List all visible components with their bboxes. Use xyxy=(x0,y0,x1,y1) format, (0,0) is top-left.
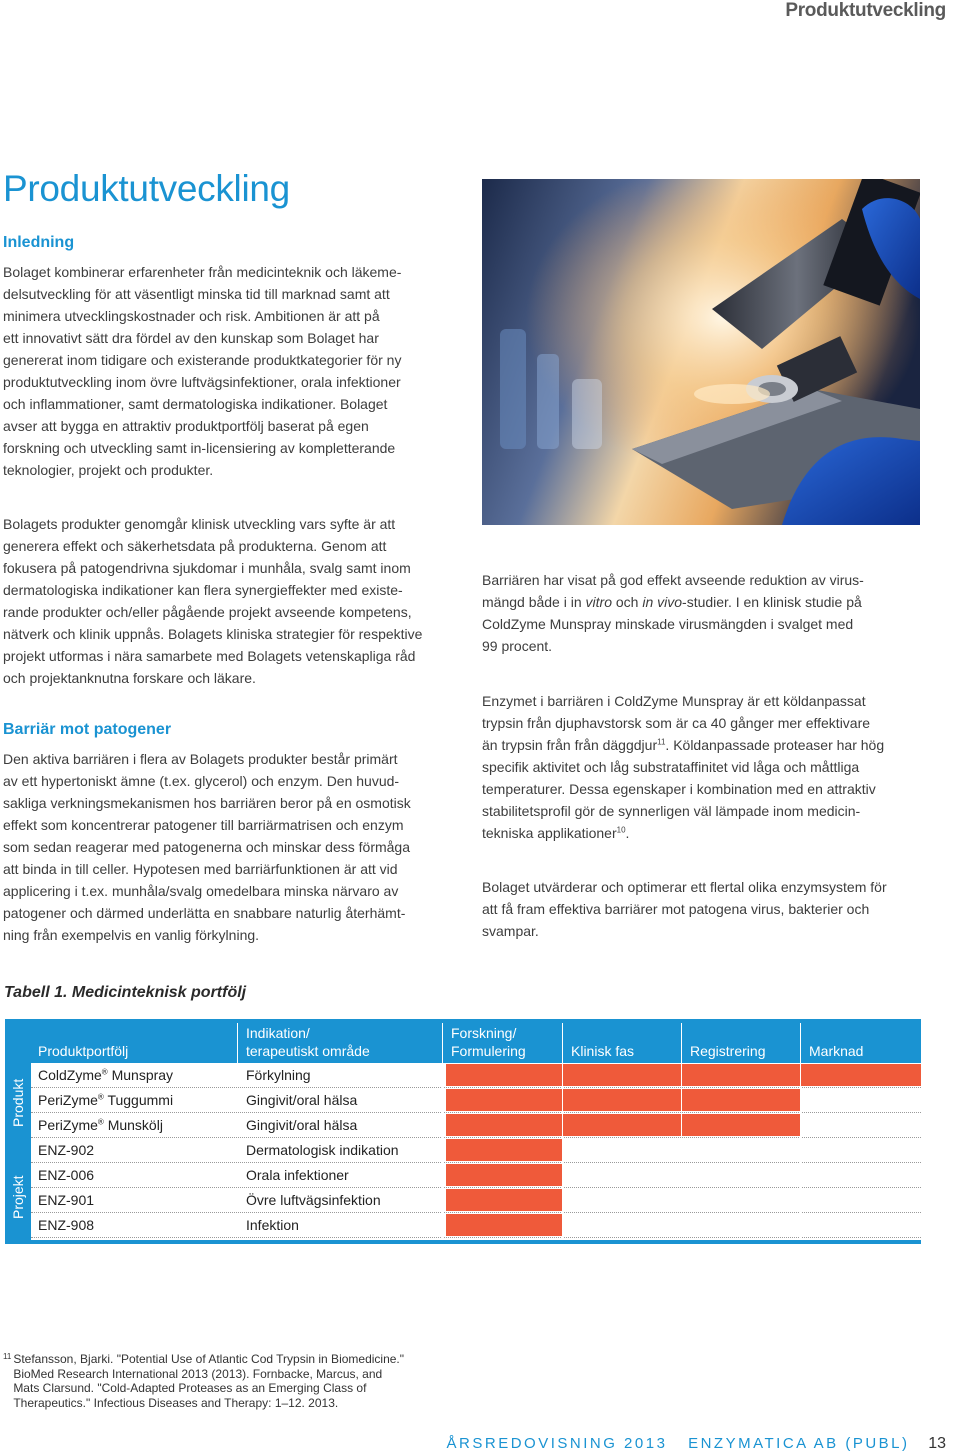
group-label-project: Projekt xyxy=(10,1175,26,1219)
group-label-product: Produkt xyxy=(10,1078,26,1127)
table-row xyxy=(31,1188,921,1213)
table-row xyxy=(31,1063,921,1088)
right-paragraph-1: Barriären har visat på god effekt avseende reduktion av virus- mängd både i in vitro och in vivo-studier. I en klinisk studie på ColdZyme Munspray minskade virusmängden i svalget med 99 procent. xyxy=(482,572,864,654)
cell-product-name: ENZ-006 xyxy=(38,1167,95,1183)
table-row xyxy=(31,1163,921,1188)
cell-indication: Orala infektioner xyxy=(246,1167,349,1183)
footnote-text: Stefansson, Bjarki. "Potential Use of Atlantic Cod Trypsin in Biomedicine." BioMed Research International 2013 (2013). Fornbacke, Marcus, and Mats Clarsund. "Cold-Adapted Proteases as an Emerging Class of Therapeutics." Infectious Diseases and Therapy: 1–12. 2013. xyxy=(13,1352,405,1410)
cell-indication: Förkylning xyxy=(246,1067,311,1083)
stage-bar xyxy=(446,1114,801,1136)
cell-product-name: ColdZyme® Munspray xyxy=(38,1067,174,1083)
section-heading-intro: Inledning xyxy=(3,234,75,251)
right-paragraph-2: Enzymet i barriären i ColdZyme Munspray är ett köldanpassat trypsin från djuphavstorsk som är ca 40 gånger mer effektivare än trypsin från från däggdjur$^{11}$. Köldanpassade proteaser har hög specifik aktivitet och låg substrataffinitet vid låga och måttliga temperaturer. Dessa egenskaper i kombination med en attraktiv stabilitetsprofil gör de synnerligen väl lämpade inom medicin- tekniska applikationer$^{10}$. xyxy=(482,693,885,841)
intro-paragraph-2: Bolagets produkter genomgår klinisk utveckling vars syfte är att generera effekt och säkerhetsdata på produkterna. Genom att fokusera på patogendrivna sjukdomar i munhåla, svalg samt inom dermatologiska indikationer kan flera synergieffekter med existe- rande produkter och/eller pågående projekt avseende kompetens, nätverk och klinik uppnås. Bolagets kliniska strategier för respektive projekt utformas i nära samarbete med Bolagets vetenskapliga råd och projektanknutna forskare och läkare. xyxy=(3,516,423,686)
table-row xyxy=(31,1138,921,1163)
cell-product-name: PeriZyme® Tuggummi xyxy=(38,1092,174,1108)
table-header xyxy=(5,1023,921,1063)
barrier-paragraph: Den aktiva barriären i flera av Bolagets produkter består primärt av ett hypertoniskt ämne (t.ex. glycerol) och enzym. Den huvud- sakliga verkningsmekanismen hos barriären beror på en osmotisk effekt som koncentrerar patogener till barriärmatrisen och enzym som sedan reagerar med patogenerna och minskar dess förmåga att binda in till celler. Hypotesen med barriärfunktionen är att vid applicering i t.ex. munhåla/svalg omedelbara minska närvaro av patogener och därmed underlätta en snabbare naturlig återhämt- ning från exempelvis en vanlig förkylning. xyxy=(3,751,411,943)
column-separator xyxy=(237,1023,238,1240)
header-research-1: Forskning/ xyxy=(451,1025,517,1041)
column-separator xyxy=(442,1023,443,1240)
header-market: Marknad xyxy=(809,1043,864,1059)
footnote-number: 11 xyxy=(3,1352,12,1361)
header-indication-1: Indikation/ xyxy=(246,1025,310,1041)
column-separator xyxy=(681,1023,682,1240)
column-separator xyxy=(800,1023,801,1240)
cell-product-name: ENZ-908 xyxy=(38,1217,95,1233)
column-separator xyxy=(562,1023,563,1240)
header-registration: Registrering xyxy=(690,1043,766,1059)
table-row xyxy=(31,1213,921,1238)
page-title: Produktutveckling xyxy=(3,168,290,209)
header-clinical: Klinisk fas xyxy=(571,1043,635,1059)
page-footer xyxy=(447,1435,946,1453)
stage-bar xyxy=(446,1189,563,1211)
cell-indication: Dermatologisk indikation xyxy=(246,1142,399,1158)
running-header: Produktutveckling xyxy=(785,0,946,21)
footer-report: ÅRSREDOVISNING 2013 xyxy=(446,1435,668,1452)
cell-product-name: PeriZyme® Munskölj xyxy=(38,1117,163,1133)
page-number: 13 xyxy=(928,1435,946,1452)
intro-paragraph-1: Bolaget kombinerar erfarenheter från medicinteknik och läkeme- delsutveckling för att väsentligt minska tid till marknad samt att minimera utvecklingskostnader och risk. Ambitionen är att på ett innovativt sätt dra fördel av den kunskap som Bolaget har genererat inom tidigare och existerande produktkategorier för ny produktutveckling inom övre luftvägsinfektioner, orala infektioner och inflammationer, samt dermatologiska indikationer. Bolaget avser att bygga en attraktiv produktportfölj baserat på egen forskning och utveckling samt in-licensiering av kompletterande teknologier, projekt och produkter. xyxy=(3,264,402,478)
right-paragraph-3: Bolaget utvärderar och optimerar ett flertal olika enzymsystem för att få fram effektiva barriärer mot patogena virus, bakterier och svampar. xyxy=(482,879,887,939)
header-portfolio: Produktportfölj xyxy=(38,1043,129,1059)
stage-bar xyxy=(446,1064,921,1086)
microscope-photo xyxy=(482,179,920,525)
stage-bar xyxy=(446,1164,563,1186)
table-row xyxy=(31,1088,921,1113)
table-title: Tabell 1. Medicinteknisk portfölj xyxy=(4,984,247,1001)
stage-bar xyxy=(446,1139,563,1161)
section-heading-barrier: Barriär mot patogener xyxy=(3,721,172,738)
group-product-band xyxy=(5,1063,31,1139)
footnote xyxy=(3,1352,404,1410)
stage-bar xyxy=(446,1089,801,1111)
cell-indication: Övre luftvägsinfektion xyxy=(246,1192,381,1208)
cell-indication: Gingivit/oral hälsa xyxy=(246,1117,358,1133)
table-row xyxy=(31,1113,921,1138)
header-indication-2: terapeutiskt område xyxy=(246,1043,370,1059)
footer-company: ENZYMATICA AB (PUBL) xyxy=(688,1435,910,1452)
header-research-2: Formulering xyxy=(451,1043,526,1059)
group-project-band xyxy=(5,1139,31,1240)
stage-bar xyxy=(446,1214,563,1236)
cell-product-name: ENZ-901 xyxy=(38,1192,95,1208)
table-bottom-rule xyxy=(5,1240,921,1244)
cell-indication: Infektion xyxy=(246,1217,299,1233)
cell-indication: Gingivit/oral hälsa xyxy=(246,1092,358,1108)
cell-product-name: ENZ-902 xyxy=(38,1142,95,1158)
